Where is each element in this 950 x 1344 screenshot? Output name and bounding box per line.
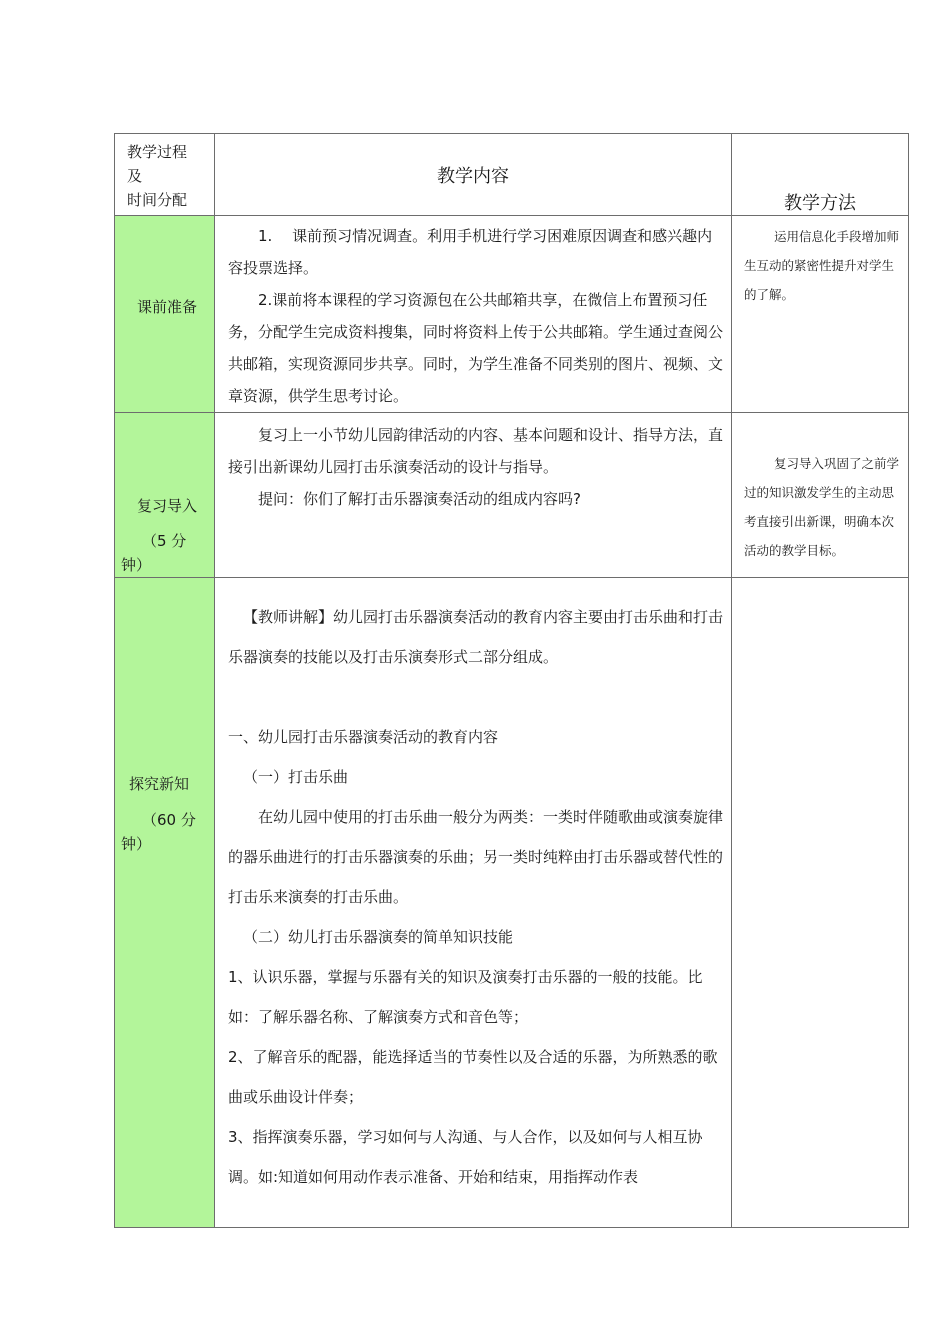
header-col1-line3: 时间分配 [127,191,188,209]
stage-cell [115,413,215,578]
stage-time-unit: 钟） [121,835,152,853]
header-col1-line2: 及 [127,167,143,185]
stage-cell [115,578,215,1228]
lesson-plan-table [114,133,909,1228]
content-paragraph: 复习上一小节幼儿园韵律活动的内容、基本问题和设计、指导方法，直接引出新课幼儿园打击乐演奏活动的设计与指导。 [228,426,724,476]
content-paragraph: 【教师讲解】幼儿园打击乐器演奏活动的教育内容主要由打击乐曲和打击乐器演奏的技能以及打击乐演奏形式二部分组成。 [228,608,724,666]
stage-label: 复习导入 [137,497,198,515]
content-heading: 一、幼儿园打击乐器演奏活动的教育内容 [228,728,499,746]
content-cell [215,413,732,578]
content-paragraph: 1. 课前预习情况调查。利用手机进行学习困难原因调查和感兴趣内容投票选择。 [228,227,713,277]
content-list-item: 3、指挥演奏乐器，学习如何与人沟通、与人合作，以及如何与人相互协调。如:知道如何用动作表示准备、开始和结束，用指挥动作表 [228,1128,703,1186]
method-text: 复习导入巩固了之前学过的知识激发学生的主动思考直接引出新课，明确本次活动的教学目标。 [744,456,900,558]
header-content [215,134,732,216]
content-list-item: 2、了解音乐的配器，能选择适当的节奏性以及合适的乐器，为所熟悉的歌曲或乐曲设计伴奏； [228,1048,718,1106]
row-preparation [115,216,909,413]
method-cell [732,216,909,413]
stage-time: （5 分 [142,532,187,550]
content-paragraph: 在幼儿园中使用的打击乐曲一般分为两类：一类时伴随歌曲或演奏旋律的器乐曲进行的打击乐器演奏的乐曲；另一类时纯粹由打击乐器或替代性的打击乐来演奏的打击乐曲。 [228,808,724,906]
content-subheading: （二）幼儿打击乐器演奏的简单知识技能 [243,928,514,946]
header-content-label: 教学内容 [437,166,509,187]
stage-time-unit: 钟） [121,556,152,574]
header-method [732,134,909,216]
header-process-time [115,134,215,216]
stage-time: （60 分 [142,811,196,829]
header-method-label: 教学方法 [784,193,856,214]
content-paragraph: 2.课前将本课程的学习资源包在公共邮箱共享，在微信上布置预习任务，分配学生完成资料搜集，同时将资料上传于公共邮箱。学生通过查阅公共邮箱，实现资源同步共享。同时，为学生准备不同类别的图片、视频、文章资源，供学生思考讨论。 [228,291,724,405]
stage-cell [115,216,215,413]
header-col1-line1: 教学过程 [127,143,188,161]
row-explore [115,578,909,1228]
content-cell [215,216,732,413]
stage-label: 探究新知 [129,775,190,793]
method-cell [732,413,909,578]
header-row [115,134,909,216]
content-cell [215,578,732,1228]
row-review [115,413,909,578]
method-cell [732,578,909,1228]
method-text: 运用信息化手段增加师生互动的紧密性提升对学生的了解。 [744,229,900,302]
content-paragraph: 提问：你们了解打击乐器演奏活动的组成内容吗? [258,490,581,508]
stage-label: 课前准备 [137,298,198,316]
content-subheading: （一）打击乐曲 [243,768,349,786]
content-list-item: 1、认识乐器，掌握与乐器有关的知识及演奏打击乐器的一般的技能。比如：了解乐器名称、了解演奏方式和音色等； [228,968,703,1026]
